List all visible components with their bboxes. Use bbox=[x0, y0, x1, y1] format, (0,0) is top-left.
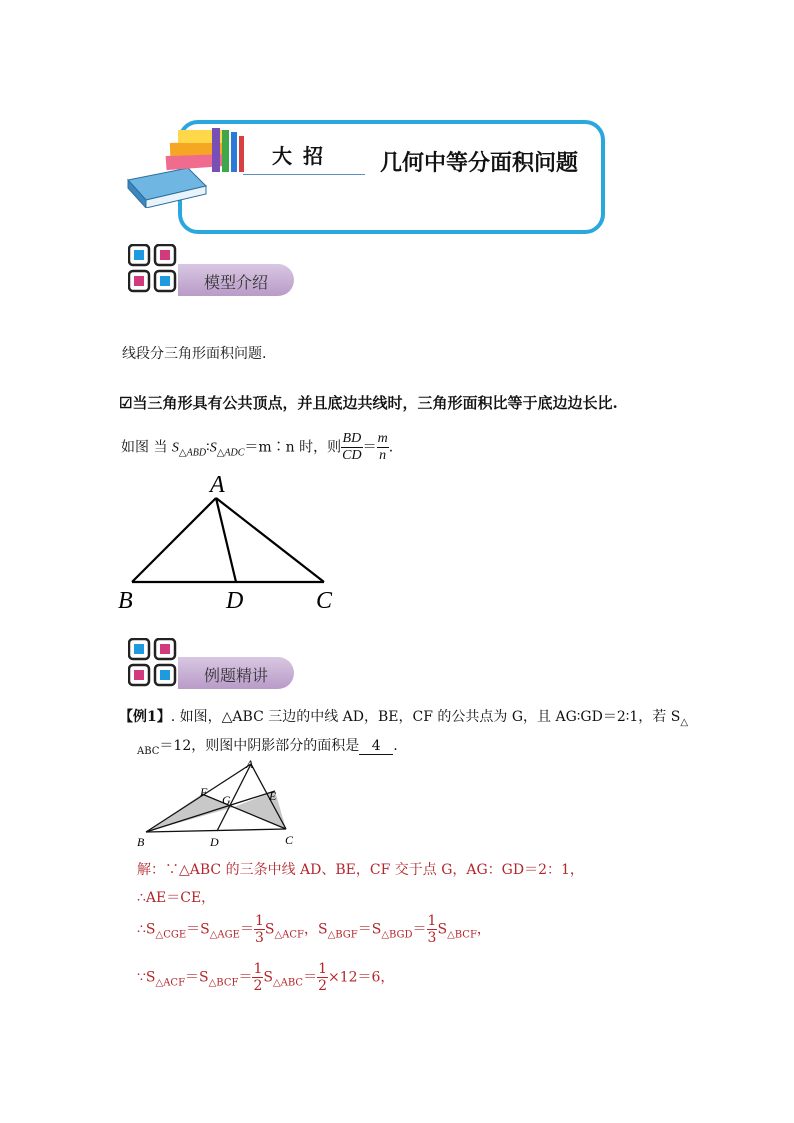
fig2-label-c: C bbox=[285, 833, 294, 847]
example-question-line-1: 【例1】. 如图，△ABC 三边的中线 AD，BE，CF 的公共点为 G，且 AG∶GD＝2∶1，若 $S_\triangle$ bbox=[119, 709, 689, 728]
example-question-line-2: $_{ABC}$＝12，则图中阴影部分的面积是 4 . bbox=[137, 738, 398, 757]
solution-line-3: $\therefore S_{\triangle CGE}=S_{\triangle AGE}=$ $\frac{1}{3}$ $S_{\triangle ACF}$，$S_{\triangle BGF}=S_{\triangle BGD}=$ $\frac{1}{3}$ $S_{\triangle BCF}$， bbox=[137, 913, 491, 946]
vertex-label-c: C bbox=[316, 588, 333, 614]
chapter-title: 几何中等分面积问题 bbox=[380, 150, 579, 176]
median-triangle-figure bbox=[134, 756, 304, 852]
formula-line: 如图 当 $S_{\triangle ABD}∶S_{\triangle ADC}=m∶n$ 时，则 $\frac{BD}{CD}$ ＝ $\frac{m}{n}$ . bbox=[121, 431, 394, 463]
solution-line-1: 解：∵△ABC 的三条中线 AD、BE，CF 交于点 G，AG：GD＝2：1， bbox=[137, 862, 584, 878]
section-title-model: 模型介绍 bbox=[204, 273, 269, 292]
example-tag: 【例1】 bbox=[119, 709, 171, 725]
solution-line-4: $\because S_{\triangle ACF}=S_{\triangle BCF}=$ $\frac{1}{2}$ $S_{\triangle ABC}=$ $\frac{1}{2}$ ×12＝6， bbox=[137, 961, 395, 994]
fig2-label-b: B bbox=[137, 835, 145, 849]
fig2-label-a: A bbox=[246, 757, 254, 771]
section-title-examples: 例题精讲 bbox=[204, 666, 269, 685]
solution-line-2: ∴AE＝CE， bbox=[137, 890, 216, 906]
fig2-label-g: G bbox=[222, 793, 231, 807]
checkbox-icon: ☑ bbox=[119, 394, 133, 412]
chapter-tag: 大 招 bbox=[272, 144, 325, 168]
section-grid-icon bbox=[128, 244, 180, 300]
answer-blank: 4 bbox=[359, 738, 393, 755]
fig2-label-e: E bbox=[269, 789, 277, 803]
mn-fraction: $\frac{m}{n}$ bbox=[377, 431, 388, 463]
vertex-label-b: B bbox=[118, 588, 133, 614]
header-underline bbox=[243, 174, 365, 175]
fig2-label-f: F bbox=[200, 785, 208, 799]
rule-text: 当三角形具有公共顶点，并且底边共线时，三角形面积比等于底边边长比. bbox=[132, 394, 618, 412]
fig2-label-d: D bbox=[210, 835, 219, 849]
ratio-fraction: $\frac{BD}{CD}$ bbox=[342, 431, 362, 463]
vertex-label-a: A bbox=[210, 472, 225, 498]
books-icon bbox=[118, 128, 258, 208]
section-grid-icon-2 bbox=[128, 638, 180, 694]
intro-line: 线段分三角形面积问题. bbox=[122, 346, 267, 362]
vertex-label-d: D bbox=[226, 588, 244, 614]
triangle-figure-abd bbox=[112, 470, 342, 620]
rule-line bbox=[119, 392, 618, 413]
